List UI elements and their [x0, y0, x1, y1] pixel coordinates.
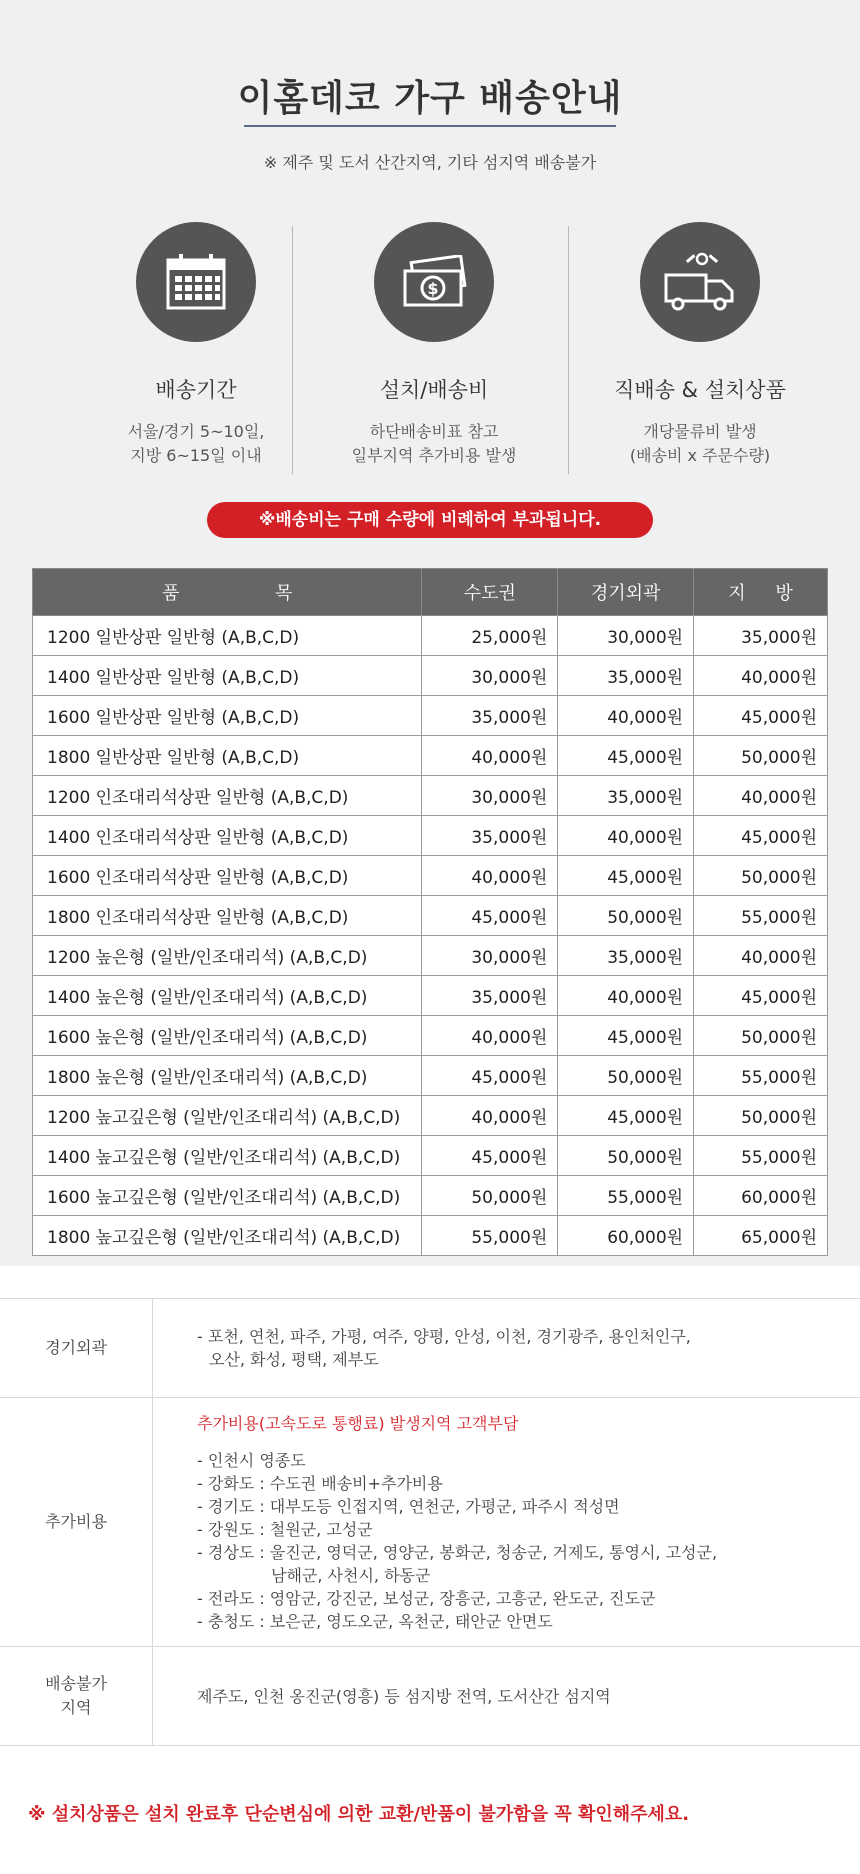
price-cell: 25,000원 [422, 616, 558, 656]
price-cell: 45,000원 [694, 816, 828, 856]
price-cell: 40,000원 [694, 656, 828, 696]
feature-desc [294, 420, 574, 468]
table-header-row [33, 569, 828, 616]
product-name-cell: 1800 높은형 (일반/인조대리석) (A,B,C,D) [33, 1056, 422, 1096]
product-name-cell: 1400 일반상판 일반형 (A,B,C,D) [33, 656, 422, 696]
product-name-cell: 1600 일반상판 일반형 (A,B,C,D) [33, 696, 422, 736]
info-value [153, 1299, 860, 1398]
price-cell: 40,000원 [558, 976, 694, 1016]
delivery-restriction-note: ※ 제주 및 도서 산간지역, 기타 섬지역 배송불가 [263, 153, 597, 172]
table-row [33, 1176, 828, 1216]
info-line: - 경상도 : 울진군, 영덕군, 영양군, 봉화군, 청송군, 거제도, 통영시, 고성군, [197, 1542, 718, 1562]
price-cell: 45,000원 [558, 736, 694, 776]
feature-desc-line: 개당물류비 발생 [643, 422, 757, 441]
svg-text:$: $ [427, 279, 439, 298]
price-cell: 35,000원 [558, 656, 694, 696]
price-cell: 35,000원 [422, 816, 558, 856]
regional-info-table [0, 1298, 860, 1746]
info-line: - 전라도 : 영암군, 강진군, 보성군, 장흥군, 고흥군, 완도군, 진도군 [197, 1588, 656, 1608]
shipping-fee-notice: ※배송비는 구매 수량에 비례하여 부과됩니다. [207, 502, 653, 538]
product-name-cell: 1200 높은형 (일반/인조대리석) (A,B,C,D) [33, 936, 422, 976]
info-row-no-delivery [0, 1647, 860, 1746]
feature-desc-line: (배송비 x 주문수량) [629, 446, 771, 465]
column-header-province: 지 방 [694, 569, 828, 616]
price-cell: 50,000원 [694, 856, 828, 896]
product-name-cell: 1400 높은형 (일반/인조대리석) (A,B,C,D) [33, 976, 422, 1016]
price-cell: 50,000원 [694, 736, 828, 776]
price-cell: 40,000원 [694, 936, 828, 976]
price-cell: 50,000원 [558, 896, 694, 936]
price-cell: 45,000원 [422, 1136, 558, 1176]
info-line: - 강원도 : 철원군, 고성군 [197, 1519, 373, 1539]
product-name-cell: 1600 높은형 (일반/인조대리석) (A,B,C,D) [33, 1016, 422, 1056]
feature-direct-delivery [560, 222, 840, 468]
table-row [33, 1216, 828, 1256]
info-label: 경기외곽 [0, 1299, 153, 1398]
feature-title: 직배송 & 설치상품 [614, 378, 786, 402]
info-line: - 충청도 : 보은군, 영도오군, 옥천군, 태안군 안면도 [197, 1611, 553, 1631]
table-row [33, 936, 828, 976]
price-cell: 40,000원 [694, 776, 828, 816]
product-name-cell: 1800 인조대리석상판 일반형 (A,B,C,D) [33, 896, 422, 936]
price-cell: 45,000원 [558, 1096, 694, 1136]
feature-row [0, 222, 860, 476]
column-header-item: 품 목 [33, 569, 422, 616]
table-row [33, 856, 828, 896]
feature-desc-line: 지방 6~15일 이내 [130, 446, 262, 465]
extra-cost-heading: 추가비용(고속도로 통행료) 발생지역 고객부담 [197, 1413, 519, 1433]
price-cell: 35,000원 [694, 616, 828, 656]
price-cell: 30,000원 [558, 616, 694, 656]
title-underline [244, 125, 616, 127]
product-name-cell: 1200 인조대리석상판 일반형 (A,B,C,D) [33, 776, 422, 816]
table-row [33, 656, 828, 696]
table-row [33, 616, 828, 656]
info-label: 추가비용 [0, 1398, 153, 1647]
price-cell: 40,000원 [422, 1096, 558, 1136]
info-line: 남해군, 사천시, 하동군 [271, 1565, 431, 1585]
price-cell: 55,000원 [558, 1176, 694, 1216]
price-cell: 30,000원 [422, 776, 558, 816]
product-name-cell: 1400 높고깊은형 (일반/인조대리석) (A,B,C,D) [33, 1136, 422, 1176]
price-cell: 50,000원 [422, 1176, 558, 1216]
product-name-cell: 1400 인조대리석상판 일반형 (A,B,C,D) [33, 816, 422, 856]
feature-desc-line: 일부지역 추가비용 발생 [351, 446, 517, 465]
price-cell: 35,000원 [422, 976, 558, 1016]
price-cell: 45,000원 [558, 1016, 694, 1056]
price-cell: 55,000원 [694, 1056, 828, 1096]
price-cell: 55,000원 [422, 1216, 558, 1256]
price-cell: 45,000원 [558, 856, 694, 896]
product-name-cell: 1600 높고깊은형 (일반/인조대리석) (A,B,C,D) [33, 1176, 422, 1216]
feature-desc-line: 서울/경기 5~10일, [127, 422, 265, 441]
price-cell: 45,000원 [694, 976, 828, 1016]
info-label-line: 지역 [60, 1698, 92, 1717]
price-cell: 35,000원 [558, 936, 694, 976]
info-value [153, 1398, 860, 1647]
info-line: - 인천시 영종도 [197, 1450, 306, 1470]
info-line: - 포천, 연천, 파주, 가평, 여주, 양평, 안성, 이천, 경기광주, 용인처인구, [197, 1327, 691, 1346]
feature-title: 설치/배송비 [379, 378, 489, 402]
price-cell: 35,000원 [422, 696, 558, 736]
feature-desc-line: 하단배송비표 참고 [369, 422, 499, 441]
info-row-extra-cost [0, 1398, 860, 1647]
price-cell: 40,000원 [422, 856, 558, 896]
price-cell: 45,000원 [422, 1056, 558, 1096]
price-cell: 40,000원 [558, 816, 694, 856]
price-cell: 60,000원 [694, 1176, 828, 1216]
table-row [33, 816, 828, 856]
product-name-cell: 1600 인조대리석상판 일반형 (A,B,C,D) [33, 856, 422, 896]
info-label [0, 1647, 153, 1746]
feature-install-fee [294, 222, 574, 468]
product-name-cell: 1200 높고깊은형 (일반/인조대리석) (A,B,C,D) [33, 1096, 422, 1136]
table-row [33, 776, 828, 816]
price-cell: 40,000원 [422, 736, 558, 776]
truck-tools-icon [640, 222, 760, 342]
table-row [33, 1096, 828, 1136]
price-cell: 65,000원 [694, 1216, 828, 1256]
product-name-cell: 1200 일반상판 일반형 (A,B,C,D) [33, 616, 422, 656]
shipping-fee-table-body [33, 616, 828, 1256]
price-cell: 50,000원 [558, 1136, 694, 1176]
feature-title: 배송기간 [155, 378, 237, 402]
product-name-cell: 1800 높고깊은형 (일반/인조대리석) (A,B,C,D) [33, 1216, 422, 1256]
info-row-gyeonggi [0, 1299, 860, 1398]
price-cell: 50,000원 [694, 1096, 828, 1136]
table-row [33, 1056, 828, 1096]
table-row [33, 976, 828, 1016]
price-cell: 40,000원 [422, 1016, 558, 1056]
price-cell: 60,000원 [558, 1216, 694, 1256]
feature-desc [560, 420, 840, 468]
info-line: - 경기도 : 대부도등 인접지역, 연천군, 가평군, 파주시 적성면 [197, 1496, 620, 1516]
page-title: 이홈데코 가구 배송안내 [237, 78, 623, 119]
info-value: 제주도, 인천 옹진군(영흥) 등 섬지방 전역, 도서산간 섬지역 [153, 1647, 860, 1746]
shipping-fee-table [32, 568, 828, 1256]
price-cell: 30,000원 [422, 936, 558, 976]
table-row [33, 1136, 828, 1176]
table-row [33, 896, 828, 936]
feature-divider [292, 226, 293, 474]
price-cell: 50,000원 [558, 1056, 694, 1096]
price-cell: 55,000원 [694, 1136, 828, 1176]
column-header-metro: 수도권 [422, 569, 558, 616]
table-row [33, 696, 828, 736]
price-cell: 35,000원 [558, 776, 694, 816]
product-name-cell: 1800 일반상판 일반형 (A,B,C,D) [33, 736, 422, 776]
table-row [33, 1016, 828, 1056]
calendar-icon [136, 222, 256, 342]
price-cell: 45,000원 [694, 696, 828, 736]
info-line: - 강화도 : 수도권 배송비+추가비용 [197, 1473, 443, 1493]
table-row [33, 736, 828, 776]
price-cell: 50,000원 [694, 1016, 828, 1056]
price-cell: 45,000원 [422, 896, 558, 936]
column-header-gyeonggi: 경기외곽 [558, 569, 694, 616]
price-cell: 55,000원 [694, 896, 828, 936]
install-return-warning: ※ 설치상품은 설치 완료후 단순변심에 의한 교환/반품이 불가함을 꼭 확인해주세요. [28, 1804, 690, 1825]
money-icon [374, 222, 494, 342]
info-label-line: 배송불가 [45, 1674, 107, 1693]
price-cell: 30,000원 [422, 656, 558, 696]
price-cell: 40,000원 [558, 696, 694, 736]
info-line: 오산, 화성, 평택, 제부도 [209, 1350, 379, 1369]
